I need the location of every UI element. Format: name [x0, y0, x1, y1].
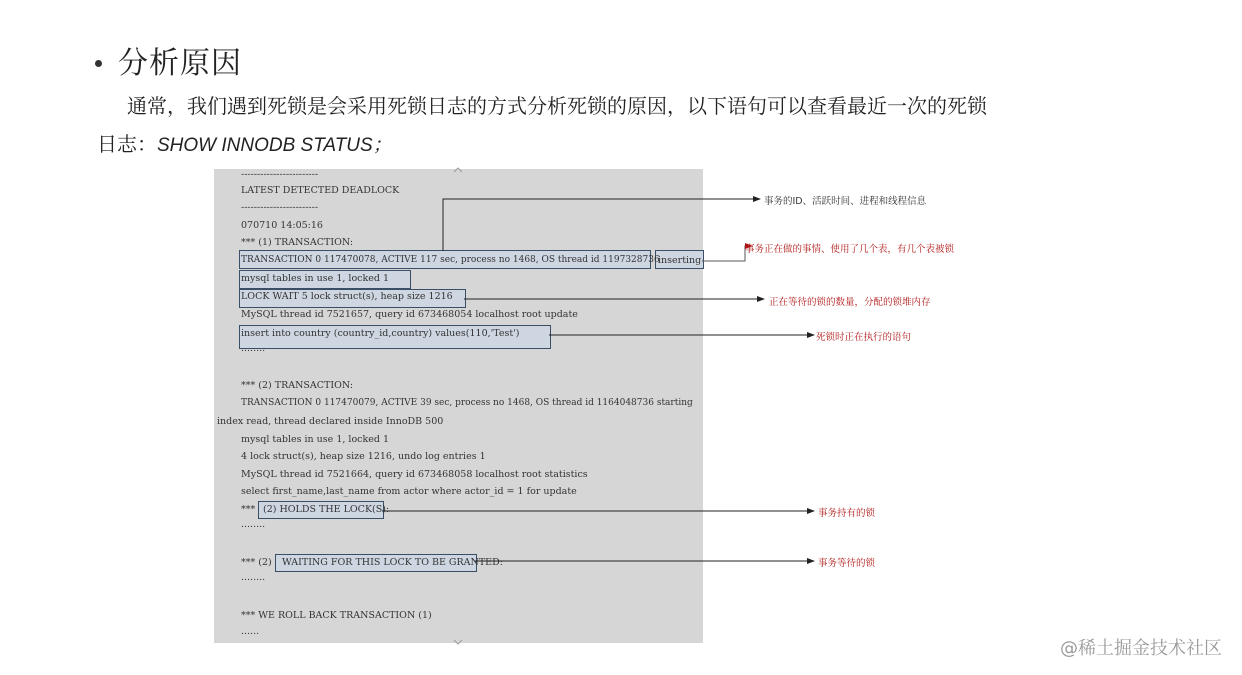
- log-tx2-line: TRANSACTION 0 117470079, ACTIVE 39 sec, process no 1468, OS thread id 1164048736 starting: [241, 398, 693, 408]
- log-tx1-line: TRANSACTION 0 117470078, ACTIVE 117 sec, process no 1468, OS thread id 1197328736: [241, 255, 660, 265]
- annotation-holds: 事务持有的锁: [818, 508, 876, 519]
- log-inserting: inserting: [658, 255, 702, 266]
- log-rollback: *** WE ROLL BACK TRANSACTION (1): [241, 610, 432, 621]
- log-dots: ........: [241, 572, 266, 583]
- log-tx1-sql: insert into country (country_id,country) values(110,'Test'): [241, 328, 520, 339]
- log-tx1-thread: MySQL thread id 7521657, query id 673468054 localhost root update: [241, 309, 578, 320]
- paragraph-prefix: 日志：: [97, 132, 157, 156]
- log-tx1-lock: LOCK WAIT 5 lock struct(s), heap size 1216: [241, 291, 453, 302]
- annotation-lock-wait: 正在等待的锁的数量，分配的锁堆内存: [769, 297, 931, 308]
- paragraph-line-1: 通常，我们遇到死锁是会采用死锁日志的方式分析死锁的原因，以下语句可以查看最近一次的死锁: [127, 94, 987, 118]
- annotation-doing: 事务正在做的事情、使用了几个表，有几个表被锁: [745, 244, 955, 255]
- log-tx2-line: index read, thread declared inside InnoDB 500: [217, 416, 444, 427]
- log-title: LATEST DETECTED DEADLOCK: [241, 185, 400, 196]
- log-dots: ........: [241, 343, 266, 354]
- log-tx2-header: *** (2) TRANSACTION:: [241, 380, 354, 391]
- log-time: 070710 14:05:16: [241, 220, 323, 231]
- log-tx2-sql: select first_name,last_name from actor where actor_id = 1 for update: [241, 486, 577, 497]
- log-tx1-header: *** (1) TRANSACTION:: [241, 237, 354, 248]
- log-waiting-prefix: *** (2): [241, 557, 272, 568]
- annotation-tx-info: 事务的ID、活跃时间、进程和线程信息: [764, 196, 927, 207]
- log-separator: ------------------------: [241, 202, 319, 213]
- log-tx2-thread: MySQL thread id 7521664, query id 673468058 localhost root statistics: [241, 469, 588, 480]
- log-holds: (2) HOLDS THE LOCK(S):: [263, 504, 390, 515]
- log-tx2-tables: mysql tables in use 1, locked 1: [241, 434, 390, 445]
- log-waiting: WAITING FOR THIS LOCK TO BE GRANTED:: [282, 557, 503, 568]
- command-text: SHOW INNODB STATUS；: [157, 135, 392, 156]
- annotation-waiting: 事务等待的锁: [818, 558, 876, 569]
- log-dots: ......: [241, 626, 260, 637]
- watermark: @稀土掘金技术社区: [1060, 638, 1222, 659]
- log-tx2-lock: 4 lock struct(s), heap size 1216, undo log entries 1: [241, 451, 486, 462]
- arrow-tx-info: [443, 199, 760, 251]
- log-holds-prefix: ***: [241, 504, 256, 515]
- section-heading: 分析原因: [118, 46, 242, 81]
- log-dots: ........: [241, 519, 266, 530]
- log-separator: ------------------------: [241, 169, 319, 180]
- log-tx1-tables: mysql tables in use 1, locked 1: [241, 273, 390, 284]
- annotation-sql: 死锁时正在执行的语句: [816, 332, 912, 343]
